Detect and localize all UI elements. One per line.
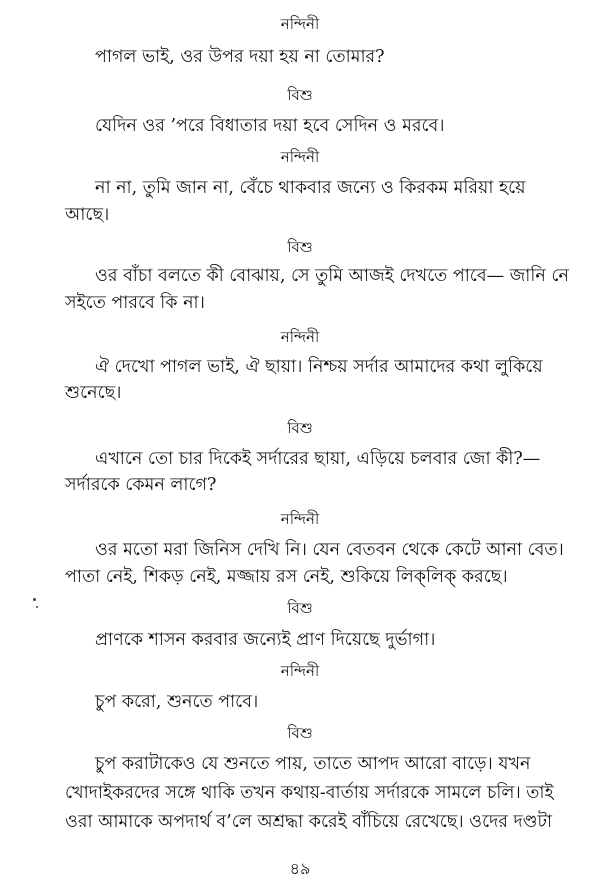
dialogue-line: চুপ করো, শুনতে পাবে।: [95, 692, 259, 712]
dialogue-line: পাগল ভাই, ওর উপর দয়া হয় না তোমার?: [95, 47, 385, 67]
dialogue-line: ঐ দেখো পাগল ভাই, ঐ ছায়া। নিশ্চয় সর্দার আমাদের কথা লুকিয়ে: [95, 357, 543, 377]
speaker-name: বিশু: [287, 599, 313, 617]
dialogue-line: ওর বাঁচা বলতে কী বোঝায়, সে তুমি আজই দেখতে পাবে— জানি নে: [95, 266, 569, 286]
speaker-name: বিশু: [287, 724, 313, 742]
dialogue-line: পাতা নেই, শিকড় নেই, মজ্জায় রস নেই, শুকিয়ে লিক্‌লিক্ করছে।: [65, 567, 508, 587]
page-number: ৪৯: [289, 859, 311, 878]
dialogue-line: খোদাইকরদের সঙ্গে থাকি তখন কথায়-বার্তায় সর্দারকে সামলে চলি। তাই: [65, 783, 554, 803]
dialogue-line: না না, তুমি জান না, বেঁচে থাকবার জন্যে ও কিরকম মরিয়া হয়ে: [95, 178, 526, 198]
speaker-name: নন্দিনী: [280, 148, 320, 166]
dialogue-line: ওর মতো মরা জিনিস দেখি নি। যেন বেতবন থেকে কেটে আনা বেত।: [95, 540, 564, 560]
scan-speck: [36, 606, 38, 608]
speaker-name: নন্দিনী: [280, 15, 320, 33]
speaker-name: নন্দিনী: [280, 662, 320, 680]
dialogue-line: আছে।: [65, 205, 110, 225]
dialogue-line: সর্দারকে কেমন লাগে?: [65, 475, 217, 495]
speaker-name: নন্দিনী: [280, 510, 320, 528]
dialogue-line: যেদিন ওর ’পরে বিধাতার দয়া হবে সেদিন ও মরবে।: [95, 116, 445, 136]
dialogue-line: প্রাণকে শাসন করবার জন্যেই প্রাণ দিয়েছে দুর্ভাগা।: [95, 630, 436, 650]
speaker-name: নন্দিনী: [280, 328, 320, 346]
speaker-name: বিশু: [287, 86, 313, 104]
speaker-name: বিশু: [287, 238, 313, 256]
dialogue-line: শুনেছে।: [65, 383, 122, 403]
dialogue-line: সইতে পারবে কি না।: [65, 293, 205, 313]
dialogue-line: চুপ করাটাকেও যে শুনতে পায়, তাতে আপদ আরো বাড়ে। যখন: [95, 754, 531, 774]
scan-speck: [33, 598, 36, 601]
dialogue-line: এখানে তো চার দিকেই সর্দারের ছায়া, এড়িয়ে চলবার জো কী?—: [95, 449, 541, 469]
dialogue-line: ওরা আমাকে অপদার্থ ব’লে অশ্রদ্ধা করেই বাঁচিয়ে রেখেছে। ওদের দণ্ডটা: [65, 812, 553, 832]
speaker-name: বিশু: [287, 419, 313, 437]
